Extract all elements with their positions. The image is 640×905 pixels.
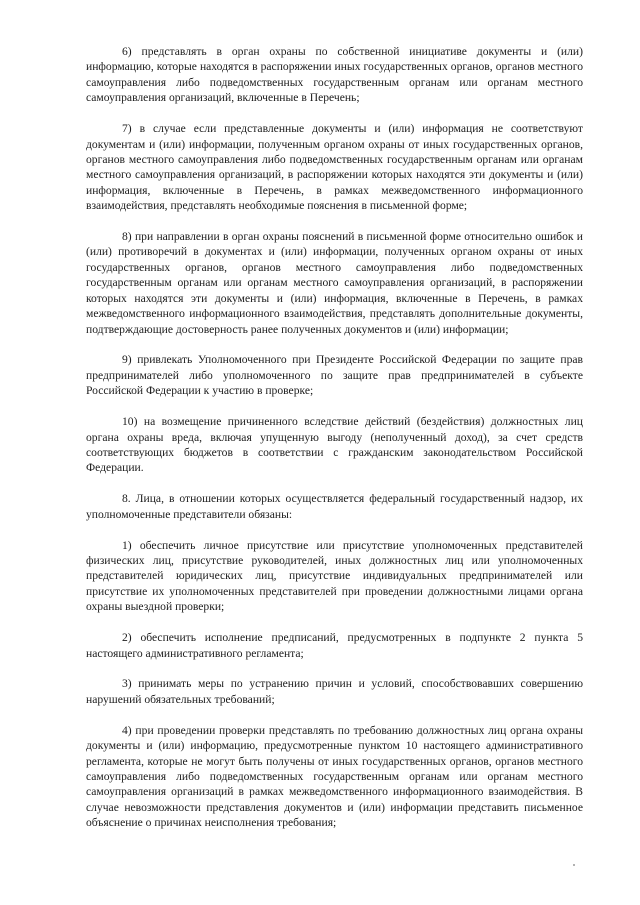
paragraph-item-10: 10) на возмещение причиненного вследствие действий (бездействия) должностных лиц органа охраны вреда, включая упущенную выгоду (неполученный доход), за счет средств соответствующих бюджетов в соответствии с гражданским законодательством Российской Федерации. [86, 415, 583, 475]
scan-speck [573, 864, 575, 866]
paragraph-item-7: 7) в случае если представленные документы и (или) информация не соответствуют документам и (или) информации, полученным органом охраны от иных государственных органов, органов местного самоуправления либо подведомственных государственным органам или органам местного самоуправления организаций, в распоряжении которых находятся эти документы и (или) информация, включенные в Перечень, в рамках межведомственного информационного взаимодействия, представлять необходимые пояснения в письменной форме; [86, 122, 583, 213]
paragraph-duty-2: 2) обеспечить исполнение предписаний, предусмотренных в подпункте 2 пункта 5 настоящего административного регламента; [86, 631, 583, 660]
paragraph-duty-4: 4) при проведении проверки представлять по требованию должностных лиц органа охраны документы и (или) информацию, предусмотренные пунктом 10 настоящего административного регламента, которые не могут быть получены от иных государственных органов, органов местного самоуправления либо подведомственных государственным органам или органам местного самоуправления организаций в рамках межведомственного информационного взаимодействия. В случае невозможности представления документов и (или) информации представить письменное объяснение о причинах неисполнения требования; [86, 723, 583, 830]
paragraph-duty-1: 1) обеспечить личное присутствие или присутствие уполномоченных представителей физических лиц, присутствие руководителей, иных должностных лиц или уполномоченных представителей юридических лиц, присутствие индивидуальных предпринимателей или присутствие их уполномоченных представителей при проведении должностными лицами органа охраны выездной проверки; [86, 538, 583, 614]
paragraph-item-9: 9) привлекать Уполномоченного при Президенте Российской Федерации по защите прав предпринимателей либо уполномоченного по защите прав предпринимателей в субъекте Российской Федерации к участию в проверке; [86, 353, 583, 398]
paragraph-item-8: 8) при направлении в орган охраны пояснений в письменной форме относительно ошибок и (или) противоречий в документах и (или) информации, полученных органом охраны от иных государственных органов, органов местного самоуправления либо подведомственных государственным органам или органам местного самоуправления организаций, в распоряжении которых находятся эти документы и (или) информация, включенные в Перечень, в рамках межведомственного информационного взаимодействия, представлять дополнительные документы, подтверждающие достоверность ранее полученных документов и (или) информации; [86, 230, 583, 336]
document-page [86, 44, 583, 846]
paragraph-duty-3: 3) принимать меры по устранению причин и условий, способствовавших совершению нарушений обязательных требований; [86, 677, 583, 706]
paragraph-item-6: 6) представлять в орган охраны по собственной инициативе документы и (или) информацию, которые находятся в распоряжении иных государственных органов, органов местного самоуправления либо подведомственных государственным органам или органам местного самоуправления организаций, включенные в Перечень; [86, 45, 583, 105]
paragraph-section-8: 8. Лица, в отношении которых осуществляется федеральный государственный надзор, их уполномоченные представители обязаны: [86, 492, 583, 521]
